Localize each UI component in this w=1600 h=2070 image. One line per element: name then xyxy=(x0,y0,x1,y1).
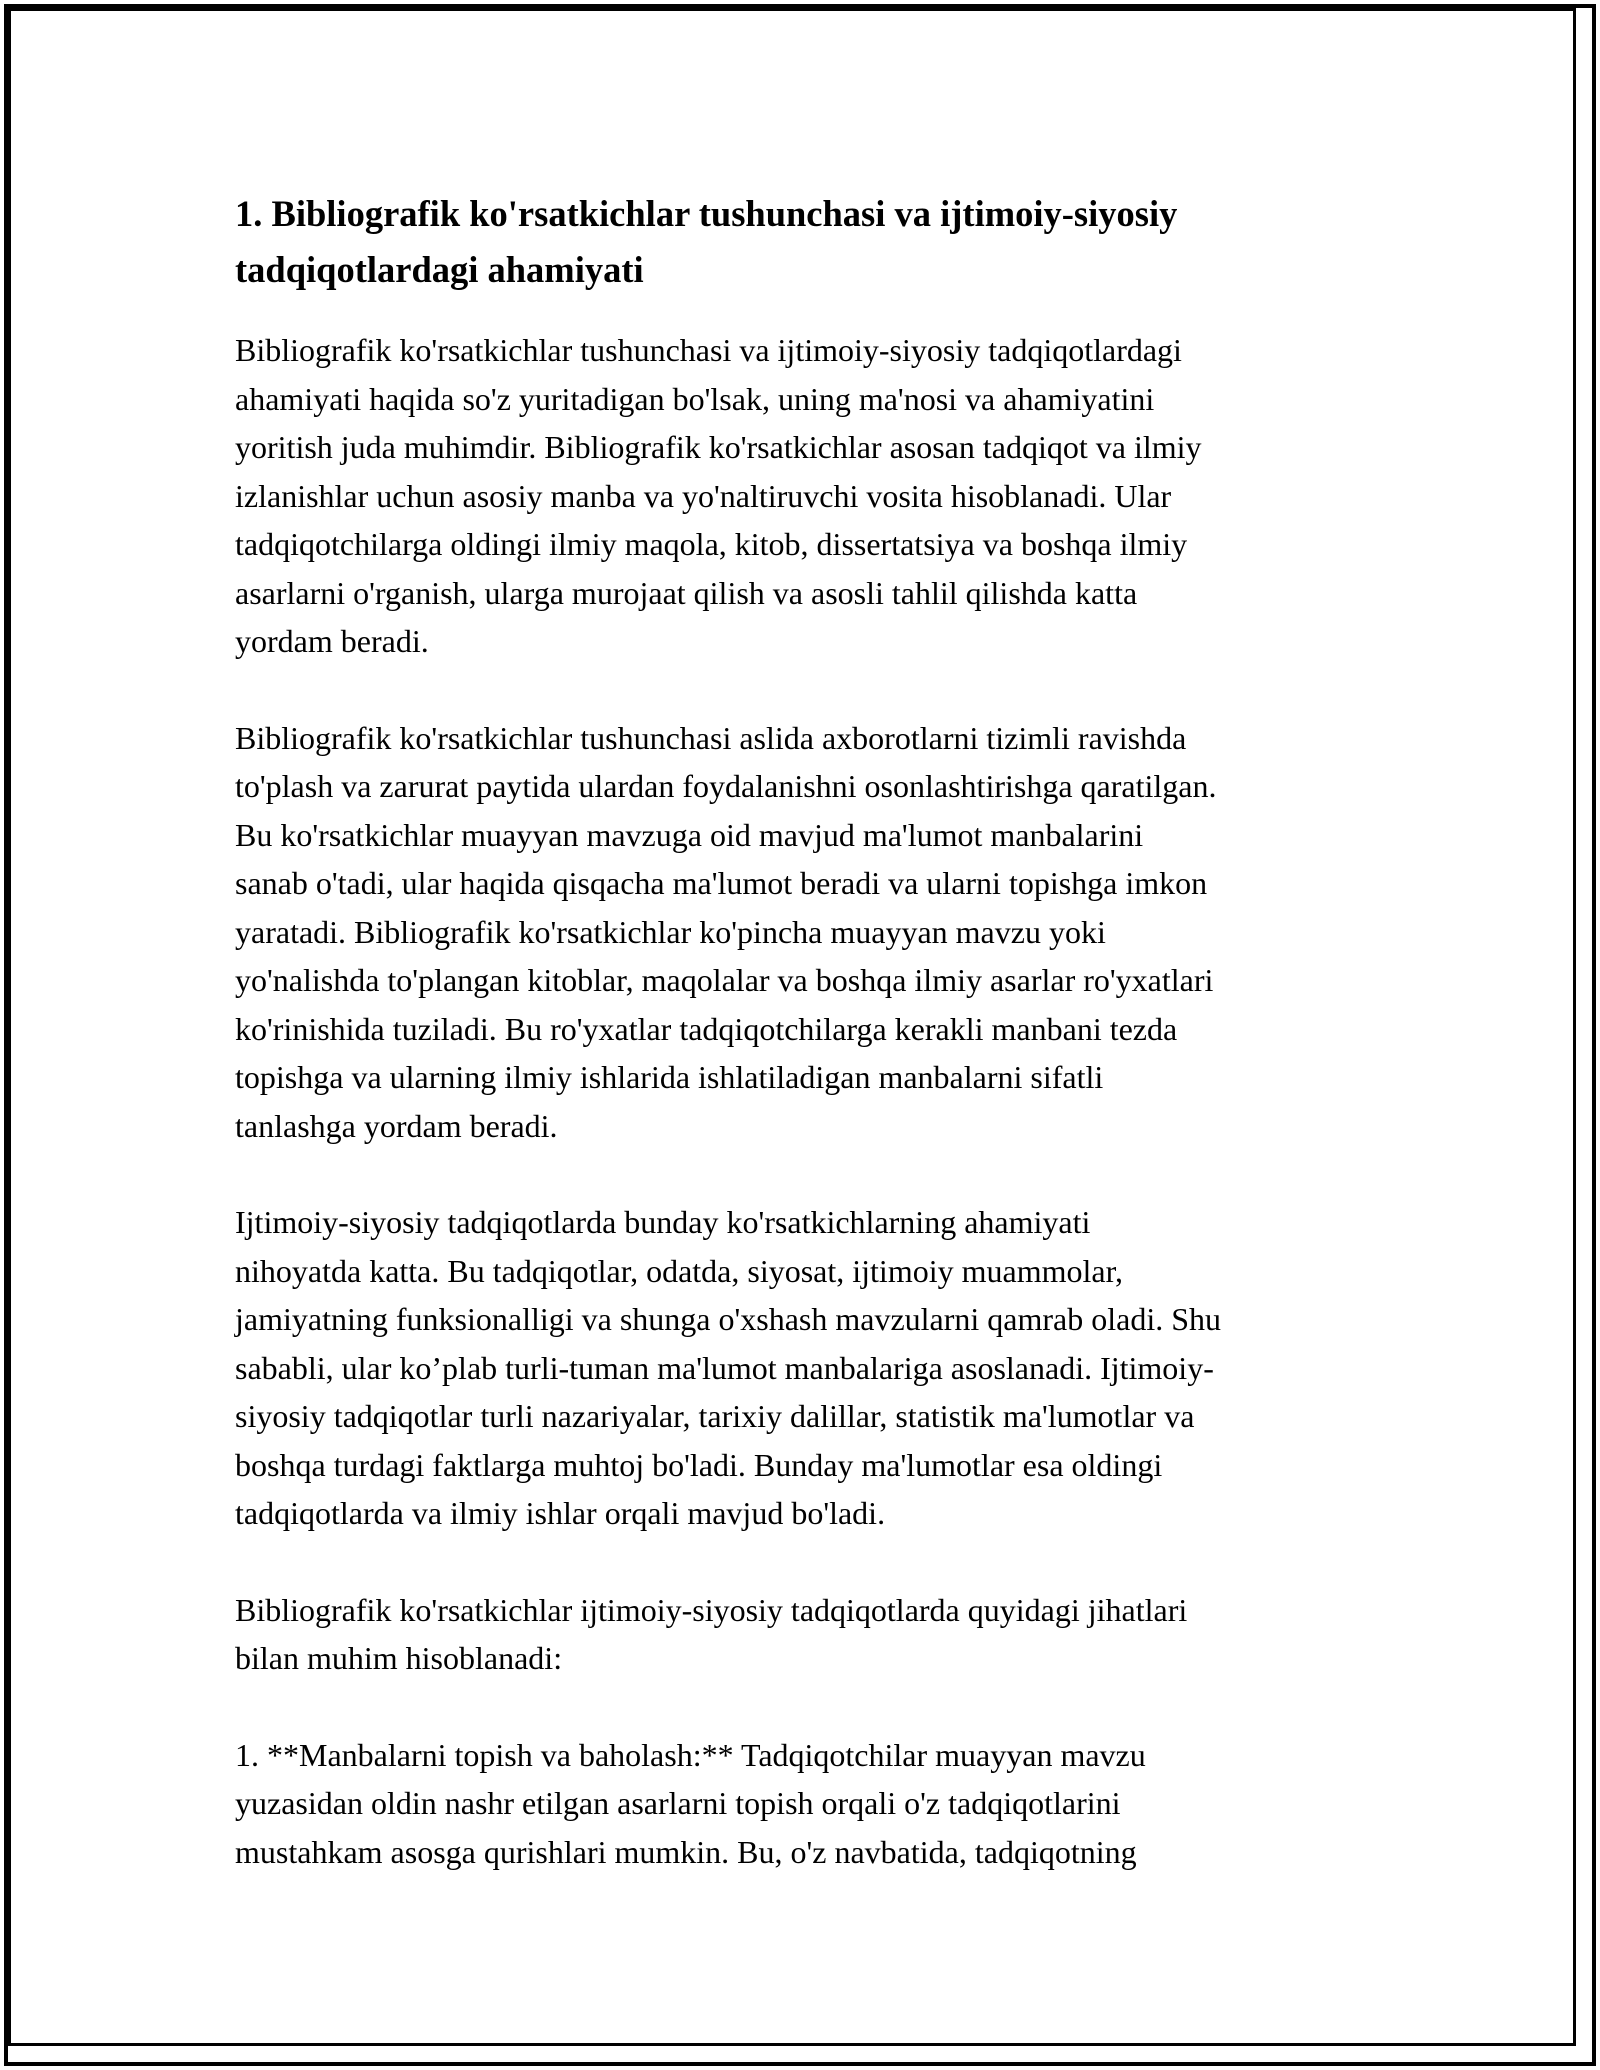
paragraph-aspects-intro: Bibliografik ko'rsatkichlar ijtimoiy-siyosiy tadqiqotlarda quyidagi jihatlari bilan muhim hisoblanadi: xyxy=(235,1591,1188,1676)
paragraph-concept: Bibliografik ko'rsatkichlar tushunchasi aslida axborotlarni tizimli ravishda to'plash va zarurat paytida ulardan foydalanishni osonlashtirishga qaratilgan. Bu ko'rsatkichlar muayyan mavzuga oid mavjud ma'lumot manbalarini sanab o'tadi, ular haqida qisqacha ma'lumot beradi va ularni topishga imkon yaratadi. Bibliografik ko'rsatkichlar ko'pincha muayyan mavzu yoki yo'nalishda to'plangan kitoblar, maqolalar va boshqa ilmiy asarlar ro'yxatlari ko'rinishida tuziladi. Bu ro'yxatlar tadqiqotchilarga kerakli manbani tezda topishga va ularning ilmiy ishlarida ishlatiladigan manbalarni sifatli tanlashga yordam beradi. xyxy=(235,719,1217,1144)
paragraph-intro: Bibliografik ko'rsatkichlar tushunchasi va ijtimoiy-siyosiy tadqiqotlardagi ahamiyati haqida so'z yuritadigan bo'lsak, uning ma'nosi va ahamiyatini yoritish juda muhimdir. Bibliografik ko'rsatkichlar asosan tadqiqot va ilmiy izlanishlar uchun asosiy manba va yo'naltiruvchi vosita hisoblanadi. Ular tadqiqotchilarga oldingi ilmiy maqola, kitob, dissertatsiya va boshqa ilmiy asarlarni o'rganish, ularga murojaat qilish va asosli tahlil qilishda katta yordam beradi. xyxy=(235,332,1202,659)
paragraph-importance: Ijtimoiy-siyosiy tadqiqotlarda bunday ko'rsatkichlarning ahamiyati nihoyatda katta. Bu tadqiqotlar, odatda, siyosat, ijtimoiy muammolar, jamiyatning funksionalligi va shunga o'xshash mavzularni qamrab oladi. Shu sababli, ular ko’plab turli-tuman ma'lumot manbalariga asoslanadi. Ijtimoiy- siyosiy tadqiqotlar turli nazariyalar, tarixiy dalillar, statistik ma'lumotlar va boshqa turdagi faktlarga muhtoj bo'ladi. Bunday ma'lumotlar esa oldingi tadqiqotlarda va ilmiy ishlar orqali mavjud bo'ladi. xyxy=(235,1204,1222,1531)
document-body xyxy=(235,186,1375,1924)
section-heading: 1. Bibliografik ko'rsatkichlar tushunchasi va ijtimoiy-siyosiy tadqiqotlardagi ahamiyati xyxy=(235,193,1178,290)
list-item-1: 1. **Manbalarni topish va baholash:** Tadqiqotchilar muayyan mavzu yuzasidan oldin nashr etilgan asarlarni topish orqali o'z tadqiqotlarini mustahkam asosga qurishlari mumkin. Bu, o'z navbatida, tadqiqotning xyxy=(235,1736,1146,1870)
